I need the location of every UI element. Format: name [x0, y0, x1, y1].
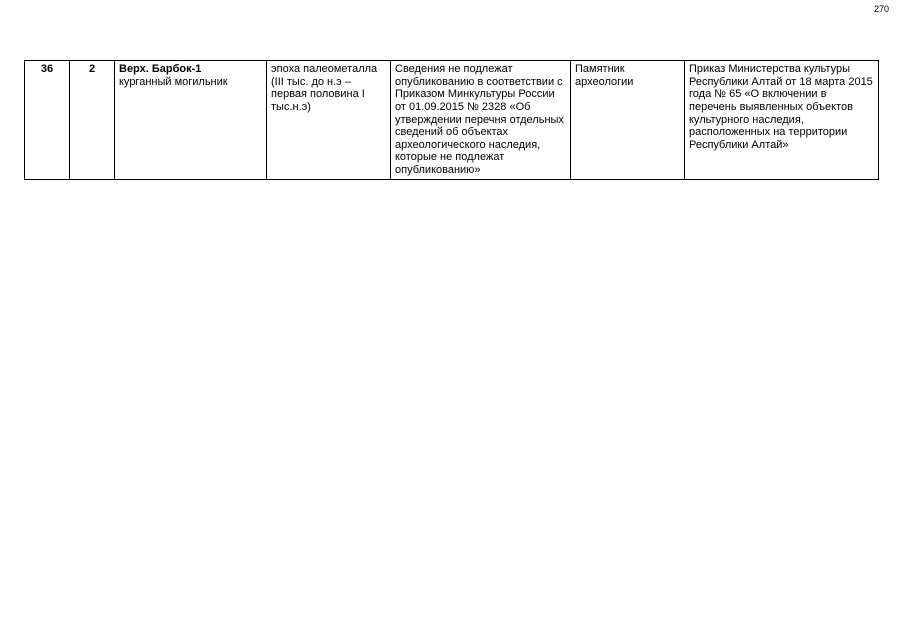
dating: эпоха палеометалла (III тыс. до н.э – первая половина I тыс.н.э) [267, 61, 391, 180]
row-sub-number: 2 [70, 61, 115, 180]
page-number: 270 [873, 4, 889, 14]
object-category: Памятник археологии [571, 61, 685, 180]
object-name: Верх. Барбок-1 [119, 63, 202, 75]
object-kind: курганный могильник [119, 75, 228, 88]
row-number: 36 [25, 61, 70, 180]
object-name-cell [115, 61, 267, 180]
location-info: Сведения не подлежат опубликованию в соответствии с Приказом Минкультуры России от 01.09.2015 № 2328 «Об утверждении перечня отдельных сведений об объектах археологического наследия, которые не подлежат опубликованию» [391, 61, 571, 180]
legal-document: Приказ Министерства культуры Республики Алтай от 18 марта 2015 года № 65 «О включении в перечень выявленных объектов культурного наследия, расположенных на территории Республики Алтай» [685, 61, 879, 180]
monuments-table [24, 60, 879, 180]
table-row [25, 61, 879, 180]
